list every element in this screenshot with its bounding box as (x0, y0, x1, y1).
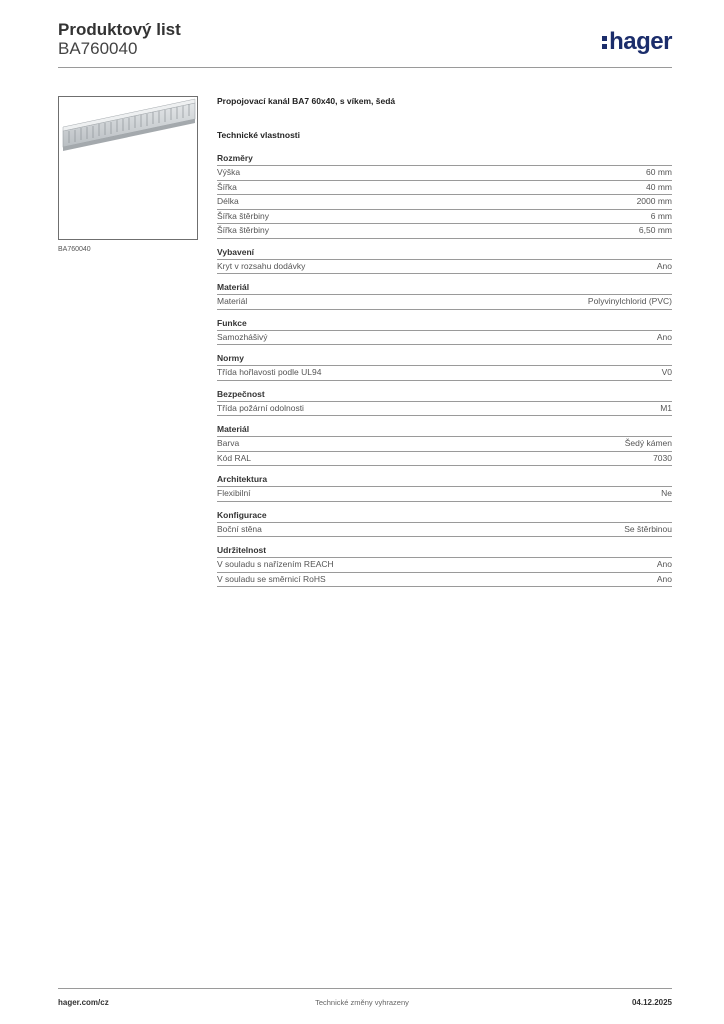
spec-label: Třída hořlavosti podle UL94 (217, 367, 322, 377)
spec-row (217, 210, 672, 225)
spec-value: 7030 (653, 452, 672, 463)
section-title: Bezpečnost (217, 389, 672, 402)
page-header-title: Produktový list (58, 20, 181, 39)
spec-row (217, 181, 672, 196)
spec-value: Polyvinylchlorid (PVC) (587, 296, 672, 306)
spec-section (217, 510, 672, 538)
spec-row (217, 452, 672, 467)
product-code: BA760040 (58, 39, 138, 58)
section-title: Normy (217, 353, 672, 366)
logo-text: hager (609, 28, 672, 55)
spec-row (217, 195, 672, 210)
spec-label: Flexibilní (217, 488, 251, 498)
spec-label: Barva (217, 438, 240, 448)
spec-row (217, 437, 672, 452)
spec-value: Ano (656, 573, 672, 584)
spec-value: Ano (656, 559, 672, 569)
section-title: Materiál (217, 282, 672, 295)
spec-label: Třída požární odolnosti (217, 402, 304, 413)
footer-date: 04.12.2025 (631, 998, 672, 1007)
section-title: Vybavení (217, 247, 672, 260)
spec-label: V souladu se směrnicí RoHS (217, 573, 326, 584)
footer-divider (58, 988, 672, 989)
spec-row (217, 523, 672, 538)
spec-row (217, 402, 672, 417)
spec-section (217, 318, 672, 346)
spec-label: Boční stěna (217, 523, 262, 534)
spec-label: Materiál (217, 296, 248, 306)
spec-row (217, 487, 672, 502)
section-title: Architektura (217, 474, 672, 487)
spec-label: Šířka štěrbiny (217, 210, 269, 221)
spec-value: Ne (661, 488, 672, 498)
spec-row (217, 224, 672, 239)
specifications-panel (217, 96, 672, 595)
spec-section (217, 247, 672, 275)
spec-value: Se štěrbinou (624, 523, 672, 534)
product-name: Propojovací kanál BA7 60x40, s víkem, šedá (217, 96, 396, 106)
product-image (58, 96, 198, 240)
spec-value: 2000 mm (636, 196, 672, 206)
spec-value: Ano (656, 260, 672, 271)
footer-note: Technické změny vyhrazeny (315, 998, 409, 1007)
cable-duct-image-icon (59, 97, 197, 239)
spec-value: 60 mm (646, 167, 672, 177)
spec-section (217, 353, 672, 381)
spec-value: Šedý kámen (624, 438, 672, 448)
spec-row (217, 573, 672, 588)
section-title: Materiál (217, 424, 672, 437)
footer-website: hager.com/cz (58, 998, 109, 1007)
spec-row (217, 331, 672, 346)
spec-label: Samozhášivý (217, 331, 268, 342)
spec-label: Délka (217, 196, 239, 206)
spec-section (217, 474, 672, 502)
tech-heading: Technické vlastnosti (217, 130, 300, 140)
spec-label: Šířka (217, 181, 237, 192)
spec-section (217, 282, 672, 310)
spec-row (217, 366, 672, 381)
spec-row (217, 260, 672, 275)
spec-label: Kód RAL (217, 452, 252, 463)
spec-value: M1 (660, 402, 672, 413)
section-title: Udržitelnost (217, 545, 672, 558)
spec-value: 6 mm (650, 210, 672, 221)
section-title: Rozměry (217, 153, 672, 166)
spec-value: V0 (661, 367, 672, 377)
spec-sections (217, 153, 672, 587)
spec-row (217, 295, 672, 310)
hager-logo (602, 28, 672, 56)
spec-section (217, 153, 672, 239)
spec-value: 6,50 mm (638, 225, 672, 235)
image-caption: BA760040 (58, 246, 91, 253)
section-title: Funkce (217, 318, 672, 331)
spec-label: Výška (217, 167, 241, 177)
header-divider (58, 67, 672, 68)
logo-dots-icon (602, 36, 607, 49)
spec-row (217, 166, 672, 181)
spec-label: V souladu s nařízením REACH (217, 559, 334, 569)
section-title: Konfigurace (217, 510, 672, 523)
spec-row (217, 558, 672, 573)
spec-label: Kryt v rozsahu dodávky (217, 260, 306, 271)
spec-section (217, 424, 672, 466)
spec-value: Ano (656, 331, 672, 342)
spec-section (217, 545, 672, 587)
spec-section (217, 389, 672, 417)
spec-value: 40 mm (646, 181, 672, 192)
spec-label: Šířka štěrbiny (217, 225, 269, 235)
